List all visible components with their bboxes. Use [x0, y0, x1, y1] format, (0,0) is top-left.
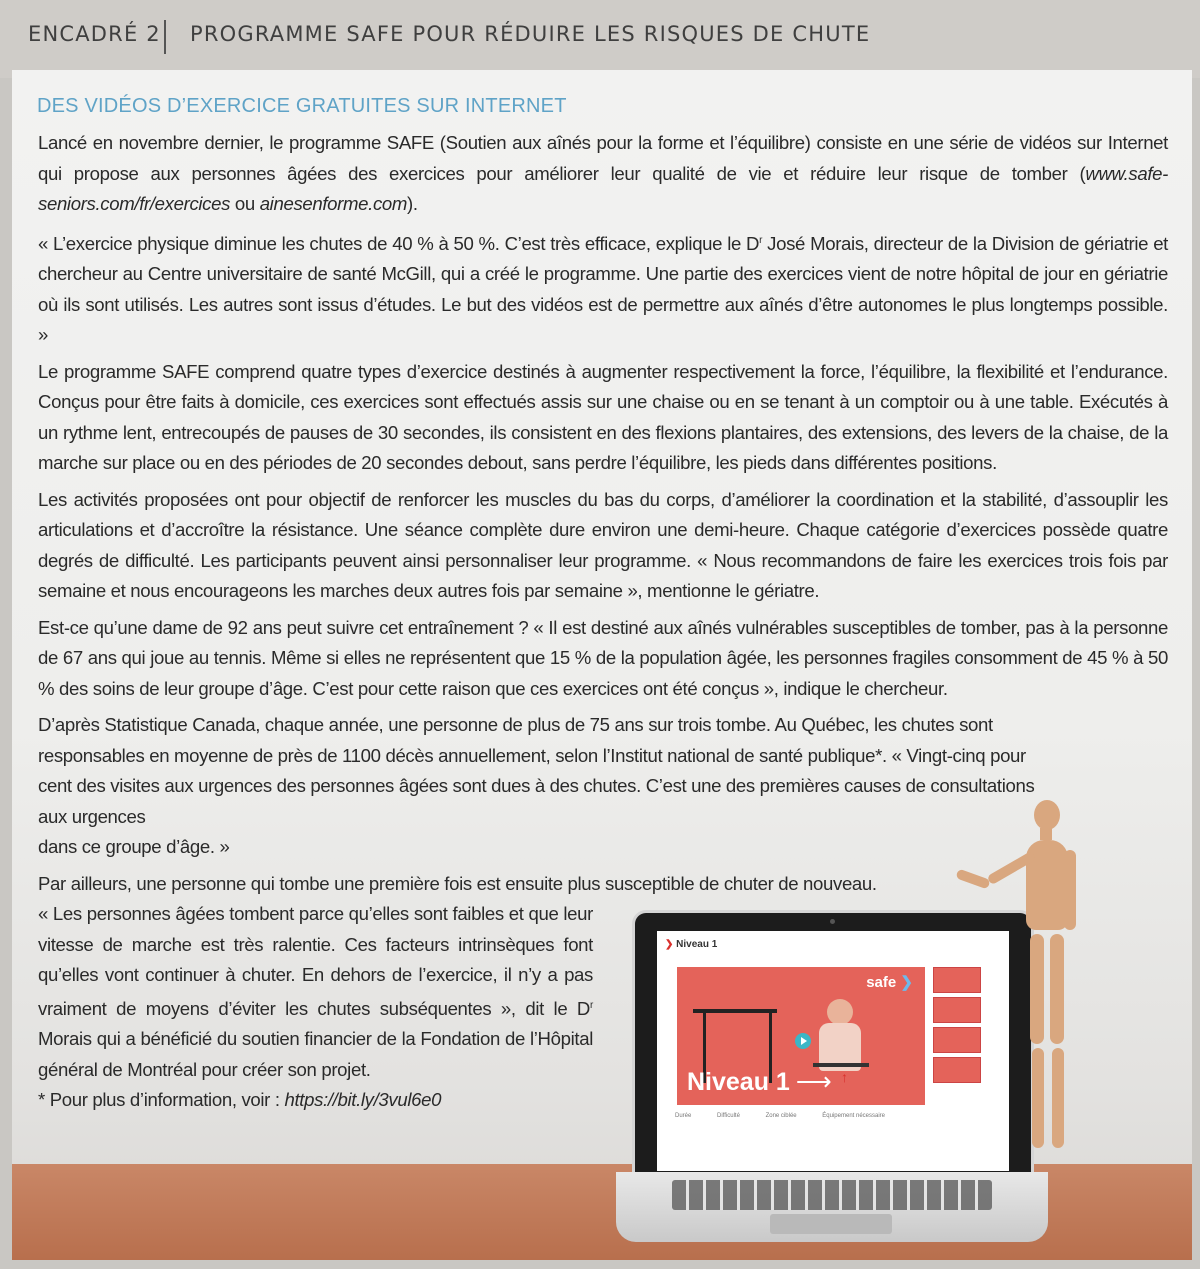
- arrow-right-icon: ⟶: [795, 1068, 832, 1096]
- safe-logo-text: safe: [866, 974, 897, 991]
- paragraph-text: ).: [407, 193, 418, 214]
- play-icon[interactable]: [795, 1033, 811, 1049]
- paragraph-text: « L’exercice physique diminue les chutes de 40 % à 50 %. C’est très efficace, explique le D: [38, 232, 760, 254]
- header-divider: [164, 20, 166, 54]
- mannequin-shin-right: [1052, 1048, 1064, 1148]
- mannequin-leg-right: [1050, 934, 1064, 1044]
- mannequin-forearm: [955, 868, 990, 889]
- box-title: PROGRAMME SAFE POUR RÉDUIRE LES RISQUES DE CHUTE: [190, 22, 871, 46]
- mannequin-neck: [1040, 828, 1052, 840]
- superscript: r: [590, 999, 593, 1011]
- person-head: [827, 999, 853, 1025]
- paragraph-5: Est-ce qu’une dame de 92 ans peut suivre cet entraînement ? « Il est destiné aux aînés vulnérables susceptibles de tomber, pas à la personne de 67 ans qui joue au tennis. Même si elles ne représentent que 15 % de la population âgée, les personnes fragiles consomment de 45 % à 50 % des soins de leur groupe d’âge. C’est pour cette raison que ces exercices ont été conçus », indique le chercheur.: [38, 616, 1168, 699]
- paragraph-text: « Les personnes âgées tombent parce qu’elles sont faibles et que leur vitesse de marche est très ralentie. Ces facteurs intrinsèques font qu’elles vont continuer à chuter. En dehors de l’exercice, il n’y a pas vraiment de moyens d’éviter les chutes subséquentes », dit le D: [38, 903, 593, 1019]
- paragraph-text: D’après Statistique Canada, chaque année, une personne de plus de 75 ans sur trois tombe. Au Québec, les chutes sont responsables en moyenne de près de 1100 décès annuellement, selon l’Institut national de santé publique*. « Vingt-cinq pour cent des visites aux urgences des personnes âgées sont dues à des chutes. C’est une des premières causes de consultations aux urgences: [38, 714, 1035, 827]
- paragraph-text: José Morais, directeur de la Division de gériatrie et chercheur au Centre universitaire de santé McGill, qui a créé le programme. Une partie des exercices vient de notre hôpital de jour en gériatrie où ils sont utilisés. Les autres sont issus d’études. Le but des vidéos est de permettre aux aînés d’être autonomes le plus longtemps possible. »: [38, 232, 1168, 345]
- footnote: [38, 1085, 593, 1116]
- mannequin-arm-right: [1064, 850, 1076, 930]
- mannequin-head: [1034, 800, 1060, 830]
- paragraph-4: Les activités proposées ont pour objectif de renforcer les muscles du bas du corps, d’améliorer la coordination et la stabilité, d’assouplir les articulations et d’accroître la résistance. Une séance complète dure environ une demi-heure. Chaque catégorie d’exercices possède quatre degrés de difficulté. Les participants peuvent ainsi personnaliser leur programme. « Nous recommandons de faire les exercices trois fois par semaine et nous encourageons les marches deux autres fois par semaine », mentionne le gériatre.: [38, 488, 1168, 601]
- chevron-right-icon: ❯: [665, 939, 674, 950]
- mannequin-leg-left: [1030, 934, 1044, 1044]
- video-hero[interactable]: [677, 967, 925, 1105]
- paragraph-1: [38, 128, 1168, 220]
- paragraph-7: Par ailleurs, une personne qui tombe une première fois est ensuite plus susceptible de chuter de nouveau.: [38, 872, 877, 894]
- link-safe-seniors[interactable]: www.safe-seniors.com/fr/exercices: [38, 162, 1168, 214]
- hero-level-label: [687, 1067, 832, 1097]
- trackpad: [770, 1214, 892, 1234]
- superscript: r: [759, 234, 763, 246]
- safe-logo: [866, 973, 913, 991]
- hero-level-text: Niveau 1: [687, 1068, 790, 1096]
- paragraph-8: [38, 899, 593, 1085]
- header-band: [0, 0, 1200, 78]
- laptop-base: [616, 1172, 1048, 1242]
- paragraph-text: ou: [230, 193, 260, 214]
- content-panel: [12, 70, 1192, 1260]
- meta-equipment: Équipement nécessaire: [822, 1113, 886, 1119]
- link-ainesenforme[interactable]: ainesenforme.com: [259, 193, 408, 214]
- paragraph-text: Morais qui a bénéficié du soutien financier de la Fondation de l’Hôpital général de Montréal pour créer son projet.: [38, 1028, 593, 1080]
- meta-zone: Zone ciblée: [765, 1113, 797, 1119]
- mannequin-shin-left: [1032, 1048, 1044, 1148]
- paragraph-3: Le programme SAFE comprend quatre types d’exercice destinés à augmenter respectivement la force, l’équilibre, la flexibilité et l’endurance. Conçus pour être faits à domicile, ces exercices sont effectués assis sur une chaise ou en se tenant à un comptoir ou à une table. Exécutés à un rythme lent, entrecoupés de pauses de 30 secondes, ils consistent en des flexions plantaires, des extensions, des levers de la chaise, de la marche sur place ou en des périodes de 20 secondes debout, sans perdre l’équilibre, les pieds dans différentes positions.: [38, 360, 1168, 473]
- screen-header: [665, 939, 717, 950]
- section-subtitle: DES VIDÉOS D’EXERCICE GRATUITES SUR INTERNET: [37, 95, 567, 117]
- box-number: ENCADRÉ 2: [28, 22, 161, 46]
- up-arrow-icon: ↑: [841, 1069, 848, 1085]
- footnote-link[interactable]: https://bit.ly/3vul6e0: [284, 1089, 442, 1110]
- wooden-mannequin: [952, 800, 1092, 1160]
- footnote-text: * Pour plus d’information, voir :: [38, 1089, 285, 1110]
- screen-header-label: Niveau 1: [676, 939, 718, 950]
- paragraph-text: dans ce groupe d’âge. »: [38, 836, 230, 857]
- meta-difficulty: Difficulté: [717, 1113, 740, 1119]
- camera-dot: [830, 919, 835, 924]
- paragraph-2: [38, 226, 1168, 351]
- meta-duration: Durée: [675, 1113, 692, 1119]
- chevron-right-icon: ❯: [900, 974, 913, 991]
- keyboard: [672, 1180, 992, 1210]
- paragraph-text: Lancé en novembre dernier, le programme SAFE (Soutien aux aînés pour la forme et l’équilibre) consiste en une série de vidéos sur Internet qui propose aux personnes âgées des exercices pour améliorer leur qualité de vie et réduire leur risque de tomber (: [38, 132, 1168, 184]
